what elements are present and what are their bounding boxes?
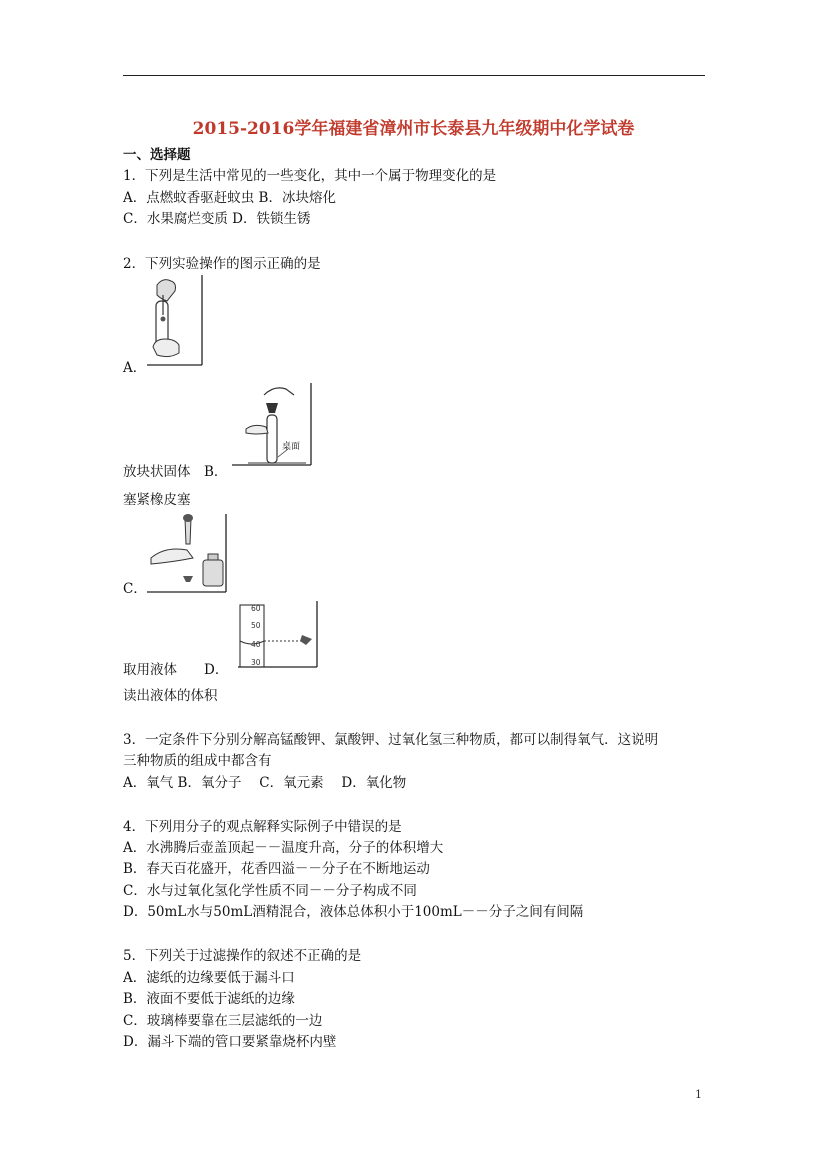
q5-option-b: B．液面不要低于滤纸的边缘: [123, 991, 295, 1007]
q1-options-cd: C．水果腐烂变质 D．铁锁生锈: [123, 211, 311, 227]
tick-30: 30: [251, 658, 261, 667]
q3-options: A．氧气 B．氧分子 C．氧元素 D．氧化物: [123, 775, 407, 791]
header-rule: [123, 75, 705, 76]
q3-stem-line2: 三种物质的组成中都含有: [123, 753, 272, 769]
q2-stem: 2．下列实验操作的图示正确的是: [123, 256, 321, 272]
q5-option-a: A．滤纸的边缘要低于漏斗口: [123, 970, 295, 986]
figure-c-take-liquid: [145, 512, 229, 594]
tick-40: 40: [251, 640, 261, 649]
q4-option-c: C．水与过氧化氢化学性质不同－－分子构成不同: [123, 883, 417, 899]
q4-stem: 4．下列用分子的观点解释实际例子中错误的是: [123, 819, 402, 835]
q4-option-d: D．50mL水与50mL酒精混合，液体总体积小于100mL－－分子之间有间隔: [123, 904, 584, 920]
tick-60: 60: [251, 604, 261, 613]
q2-option-c-caption: 取用液体 D．: [123, 662, 229, 678]
page-number: 1: [695, 1088, 702, 1101]
q2-option-c-label: C．: [123, 581, 147, 597]
q2-option-d-caption: 读出液体的体积: [123, 688, 218, 704]
q1-options-ab: A．点燃蚊香驱赶蚊虫 B．冰块熔化: [123, 190, 336, 206]
q5-stem: 5．下列关于过滤操作的叙述不正确的是: [123, 948, 362, 964]
q2-option-a-label: A．: [123, 360, 147, 376]
section-heading: 一、选择题: [123, 147, 191, 163]
q3-stem-line1: 3．一定条件下分别分解高锰酸钾、氯酸钾、过氧化氢三种物质，都可以制得氧气．这说明: [123, 732, 659, 748]
tick-50: 50: [251, 621, 261, 630]
figure-b-stopper: [230, 381, 314, 469]
figure-d-read-volume: [236, 601, 320, 669]
q2-option-a-caption: 放块状固体 B．: [123, 464, 228, 480]
table-label: 桌面: [282, 442, 301, 452]
figure-a-solid-in-tube: [145, 273, 205, 367]
q4-option-b: B．春天百花盛开，花香四溢－－分子在不断地运动: [123, 861, 430, 877]
q1-stem: 1．下列是生活中常见的一些变化，其中一个属于物理变化的是: [123, 168, 497, 184]
q5-option-d: D．漏斗下端的管口要紧靠烧杯内壁: [123, 1034, 337, 1050]
q5-option-c: C．玻璃棒要靠在三层滤纸的一边: [123, 1013, 323, 1029]
page-title: 2015-2016学年福建省漳州市长泰县九年级期中化学试卷: [192, 119, 635, 139]
q4-option-a: A．水沸腾后壶盖顶起－－温度升高，分子的体积增大: [123, 840, 444, 856]
q2-option-b-caption: 塞紧橡皮塞: [123, 492, 191, 508]
